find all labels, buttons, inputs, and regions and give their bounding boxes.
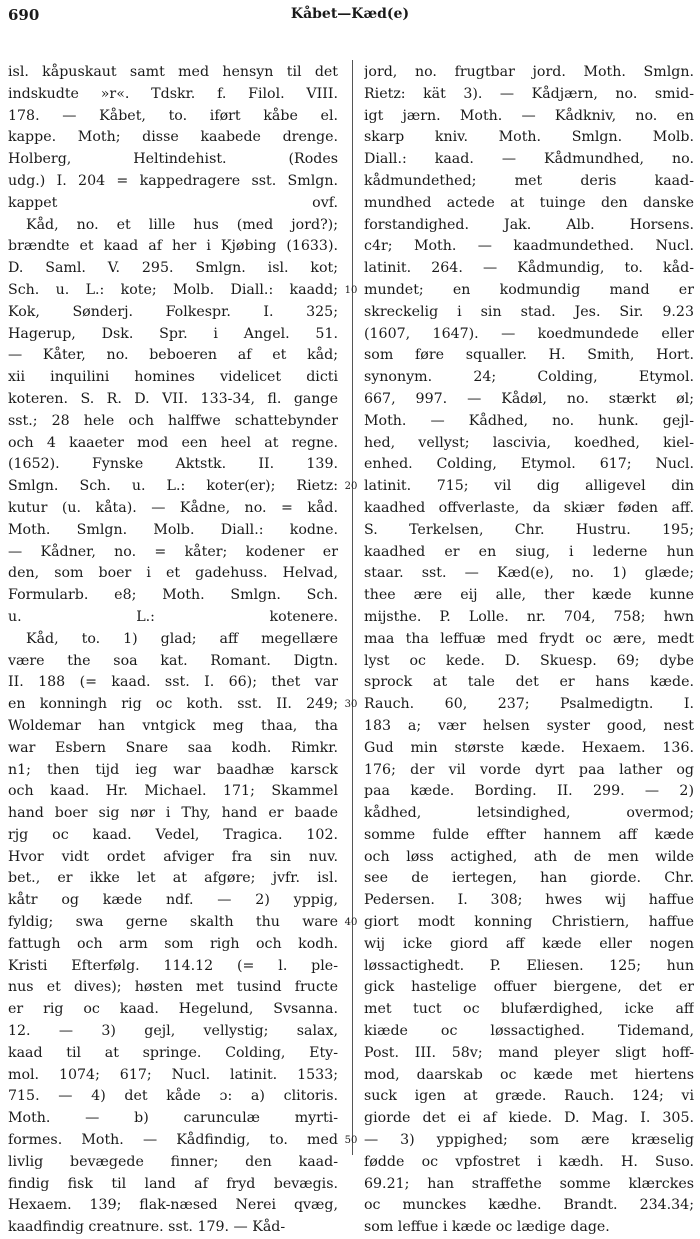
- left-column-line: — Kådner, no. = kåter; kodener er: [8, 543, 338, 560]
- right-column: [364, 62, 694, 1239]
- right-column-line: 667, 997. — Kådøl, no. stærkt øl;: [364, 390, 694, 407]
- right-column-line: — 3) yppighed; som ære kræselig: [364, 1132, 694, 1149]
- right-column-line: igt jærn. Moth. — Kådkniv, no. en: [364, 107, 694, 124]
- right-column-line: enhed. Colding, Etymol. 617; Nucl.: [364, 456, 694, 473]
- right-column-line: oc munckes kædhe. Brandt. 234.34;: [364, 1197, 694, 1214]
- right-column-line: skarp kniv. Moth. Smlgn. Molb.: [364, 129, 694, 146]
- right-column-line: lyst oc kede. D. Skuesp. 69; dybe: [364, 652, 694, 669]
- column-divider: [352, 60, 353, 1155]
- right-column-line: suck igen at græde. Rauch. 124; vi: [364, 1088, 694, 1105]
- left-column-line: och 4 kaaeter mod een heel at regne.: [8, 434, 338, 451]
- left-column-line: brændte et kaad af her i Kjøbing (1633).: [8, 238, 338, 255]
- left-column-line: fyldig; swa gerne skalth thu ware: [8, 914, 338, 931]
- left-column-line: Formularb. e8; Moth. Smlgn. Sch.: [8, 587, 338, 604]
- left-column-line: Moth. Smlgn. Molb. Diall.: kodne.: [8, 521, 338, 538]
- right-column-line: thee ære eij alle, ther kæde kunne: [364, 587, 694, 604]
- right-column-line: skreckelig i sin stad. Jes. Sir. 9.23: [364, 303, 694, 320]
- left-column-line: 178. — Kåbet, to. iført kåbe el.: [8, 107, 338, 124]
- right-column-line: latinit. 715; vil dig alligevel din: [364, 478, 694, 495]
- left-column-line: Hagerup, Dsk. Spr. i Angel. 51.: [8, 325, 338, 342]
- left-column: [8, 62, 338, 1239]
- left-column-line: Kåd, no. et lille hus (med jord?);: [26, 216, 338, 233]
- right-column-line: kiæde oc løssactighed. Tidemand,: [364, 1023, 694, 1040]
- right-column-line: 176; der vil vorde dyrt paa lather og: [364, 761, 694, 778]
- left-column-line: II. 188 (= kaad. sst. I. 66); thet var: [8, 674, 338, 691]
- right-column-line: Pedersen. I. 308; hwes wij haffue: [364, 892, 694, 909]
- left-column-line: være the soa kat. Romant. Digtn.: [8, 652, 338, 669]
- right-column-line: S. Terkelsen, Chr. Hustru. 195;: [364, 521, 694, 538]
- left-column-line: sst.; 28 hele och halffwe schattebynder: [8, 412, 338, 429]
- left-column-line: och kaad. Hr. Michael. 171; Skammel: [8, 783, 338, 800]
- right-column-line: kaadhed offverlaste, da skiær føden aff.: [364, 499, 694, 516]
- right-column-line: latinit. 264. — Kådmundig, to. kåd-: [364, 260, 694, 277]
- left-column-line: isl. kåpuskaut samt med hensyn til det: [8, 64, 338, 80]
- right-column-line: och løss actighed, ath de men wilde: [364, 848, 694, 865]
- left-column-line: kutur (u. kåta). — Kådne, no. = kåd.: [8, 499, 338, 516]
- left-column-line: Moth. — b) carunculæ myrti-: [8, 1110, 338, 1127]
- left-column-line: livlig bevægede finner; den kaad-: [8, 1153, 338, 1170]
- right-column-line: forstandighed. Jak. Alb. Horsens.: [364, 216, 694, 233]
- right-column-line: som leffue i kæde oc lædige dage.: [364, 1219, 610, 1236]
- left-column-line: findig fisk til land af fryd bevægis.: [8, 1175, 338, 1192]
- right-column-line: somme fulde effter hannem aff kæde: [364, 826, 694, 843]
- left-column-line: udg.) I. 204 = kappedragere sst. Smlgn.: [8, 172, 338, 189]
- right-column-line: løssactighedt. P. Eliesen. 125; hun: [364, 957, 694, 974]
- right-column-line: Rauch. 60, 237; Psalmedigtn. I.: [364, 696, 694, 713]
- right-column-line: Gud min største kæde. Hexaem. 136.: [364, 739, 694, 756]
- right-column-line: gick hastelige offuer biergene, det er: [364, 979, 694, 996]
- line-number: 40: [344, 917, 358, 929]
- left-column-line: indskudte »r«. Tdskr. f. Filol. VIII.: [8, 85, 338, 102]
- left-column-line: nus et dives); høsten met tusind fructe: [8, 979, 338, 996]
- right-column-line: mundhed actede at tuinge den danske: [364, 194, 694, 211]
- left-column-line: fattugh och arm som righ och kodh.: [8, 935, 338, 952]
- right-column-line: mod, daarskab oc kæde met hiertens: [364, 1066, 694, 1083]
- left-column-line: rjg oc kaad. Vedel, Tragica. 102.: [8, 826, 338, 843]
- right-column-line: mijsthe. P. Lolle. nr. 704, 758; hwn: [364, 608, 694, 625]
- left-column-line: kaad til at springe. Colding, Ety-: [8, 1044, 338, 1061]
- right-column-line: som føre squaller. H. Smith, Hort.: [364, 347, 694, 364]
- left-column-line: Kåd, to. 1) glad; aff megellære: [26, 630, 338, 647]
- left-column-line: u. L.: kotenere.: [8, 608, 338, 625]
- page-number: 690: [8, 6, 40, 24]
- right-column-line: fødde oc vpfostret i kædh. H. Suso.: [364, 1153, 694, 1170]
- right-column-line: giorde det ei af kiede. D. Mag. I. 305.: [364, 1110, 694, 1127]
- left-column-line: kappe. Moth; disse kaabede drenge.: [8, 129, 338, 146]
- left-column-line: Woldemar han vntgick meg thaa, tha: [8, 717, 338, 734]
- right-column-line: 69.21; han straffethe somme klærckes: [364, 1175, 694, 1192]
- left-column-line: en konningh rig oc koth. sst. II. 249;: [8, 696, 338, 713]
- left-column-line: — Kåter, no. beboeren af et kåd;: [8, 347, 338, 364]
- right-column-line: staar. sst. — Kæd(e), no. 1) glæde;: [364, 565, 694, 582]
- right-column-line: maa tha leffuæ med frydt oc ære, medt: [364, 630, 694, 647]
- right-column-line: giort modt konning Christiern, haffue: [364, 914, 694, 931]
- right-column-line: met tuct oc blufærdighed, icke aff: [364, 1001, 694, 1018]
- left-column-line: 12. — 3) gejl, vellystig; salax,: [8, 1023, 338, 1040]
- left-column-line: kåtr og kæde ndf. — 2) yppig,: [8, 892, 338, 909]
- right-column-line: synonym. 24; Colding, Etymol.: [364, 369, 694, 386]
- left-column-line: Sch. u. L.: kote; Molb. Diall.: kaadd;: [8, 281, 338, 298]
- right-column-line: kådhed, letsindighed, overmod;: [364, 805, 694, 822]
- left-column-line: koteren. S. R. D. VII. 133-34, fl. gange: [8, 390, 338, 407]
- left-column-line: den, som boer i et gadehuss. Helvad,: [8, 565, 338, 582]
- right-column-line: mundet; en kodmundig mand er: [364, 281, 694, 298]
- page-header: [8, 6, 692, 30]
- right-column-line: wij icke giord aff kæde eller nogen: [364, 935, 694, 952]
- left-column-line: Hvor vidt ordet afviger fra sin nuv.: [8, 848, 338, 865]
- left-column-line: D. Saml. V. 295. Smlgn. isl. kot;: [8, 260, 338, 277]
- left-column-line: er rig oc kaad. Hegelund, Svsanna.: [8, 1001, 338, 1018]
- right-column-line: Diall.: kaad. — Kådmundhed, no.: [364, 151, 694, 168]
- left-column-line: 715. — 4) det kåde ɔ: a) clitoris.: [8, 1088, 338, 1105]
- left-column-line: kaadfindig creatnure. sst. 179. — Kåd-: [8, 1219, 286, 1236]
- left-column-line: Hexaem. 139; flak-næsed Nerei qvæg,: [8, 1197, 338, 1214]
- right-column-line: kådmundethed; met deris kaad-: [364, 172, 694, 189]
- left-column-line: Kok, Sønderj. Folkespr. I. 325;: [8, 303, 338, 320]
- right-column-line: Moth. — Kådhed, no. hunk. gejl-: [364, 412, 694, 429]
- line-number: 50: [344, 1135, 358, 1147]
- line-number: 10: [344, 285, 358, 296]
- left-column-line: Smlgn. Sch. u. L.: koter(er); Rietz:: [8, 478, 338, 495]
- right-column-line: hed, vellyst; lascivia, koedhed, kiel-: [364, 434, 694, 451]
- left-column-line: Kristi Efterfølg. 114.12 (= l. ple-: [8, 957, 338, 974]
- right-column-line: Rietz: kät 3). — Kådjærn, no. smid-: [364, 85, 694, 102]
- right-column-line: Post. III. 58v; mand pleyer sligt hoff-: [364, 1044, 694, 1061]
- left-column-line: n1; then tijd ieg war baadhæ karsck: [8, 761, 338, 778]
- running-head: Kåbet—Kæd(e): [290, 6, 410, 22]
- right-column-line: kaadhed er en siug, i lederne hun: [364, 543, 694, 560]
- left-column-line: bet., er ikke let at afgøre; jvfr. isl.: [8, 870, 338, 887]
- left-column-line: kappet ovf.: [8, 194, 338, 211]
- left-column-line: Holberg, Heltindehist. (Rodes: [8, 151, 338, 168]
- left-column-line: hand boer sig nør i Thy, hand er baade: [8, 805, 338, 822]
- right-column-line: jord, no. frugtbar jord. Moth. Smlgn.: [364, 64, 694, 80]
- left-column-line: mol. 1074; 617; Nucl. latinit. 1533;: [8, 1066, 338, 1083]
- line-number: 20: [344, 481, 358, 493]
- left-column-line: xii inquilini homines videlicet dicti: [8, 369, 338, 386]
- right-column-line: sprock at tale det er hans kæde.: [364, 674, 694, 691]
- left-column-line: war Esbern Snare saa kodh. Rimkr.: [8, 739, 338, 756]
- line-number: 30: [344, 699, 358, 711]
- right-column-line: see de iertegen, han giorde. Chr.: [364, 870, 694, 887]
- left-column-line: formes. Moth. — Kådfindig, to. med: [8, 1132, 338, 1149]
- right-column-line: (1607, 1647). — koedmundede eller: [364, 325, 694, 342]
- right-column-line: 183 a; vær helsen syster good, nest: [364, 717, 694, 734]
- right-column-line: c4r; Moth. — kaadmundethed. Nucl.: [364, 238, 694, 255]
- right-column-line: paa kæde. Bording. II. 299. — 2): [364, 783, 694, 800]
- left-column-line: (1652). Fynske Aktstk. II. 139.: [8, 456, 338, 473]
